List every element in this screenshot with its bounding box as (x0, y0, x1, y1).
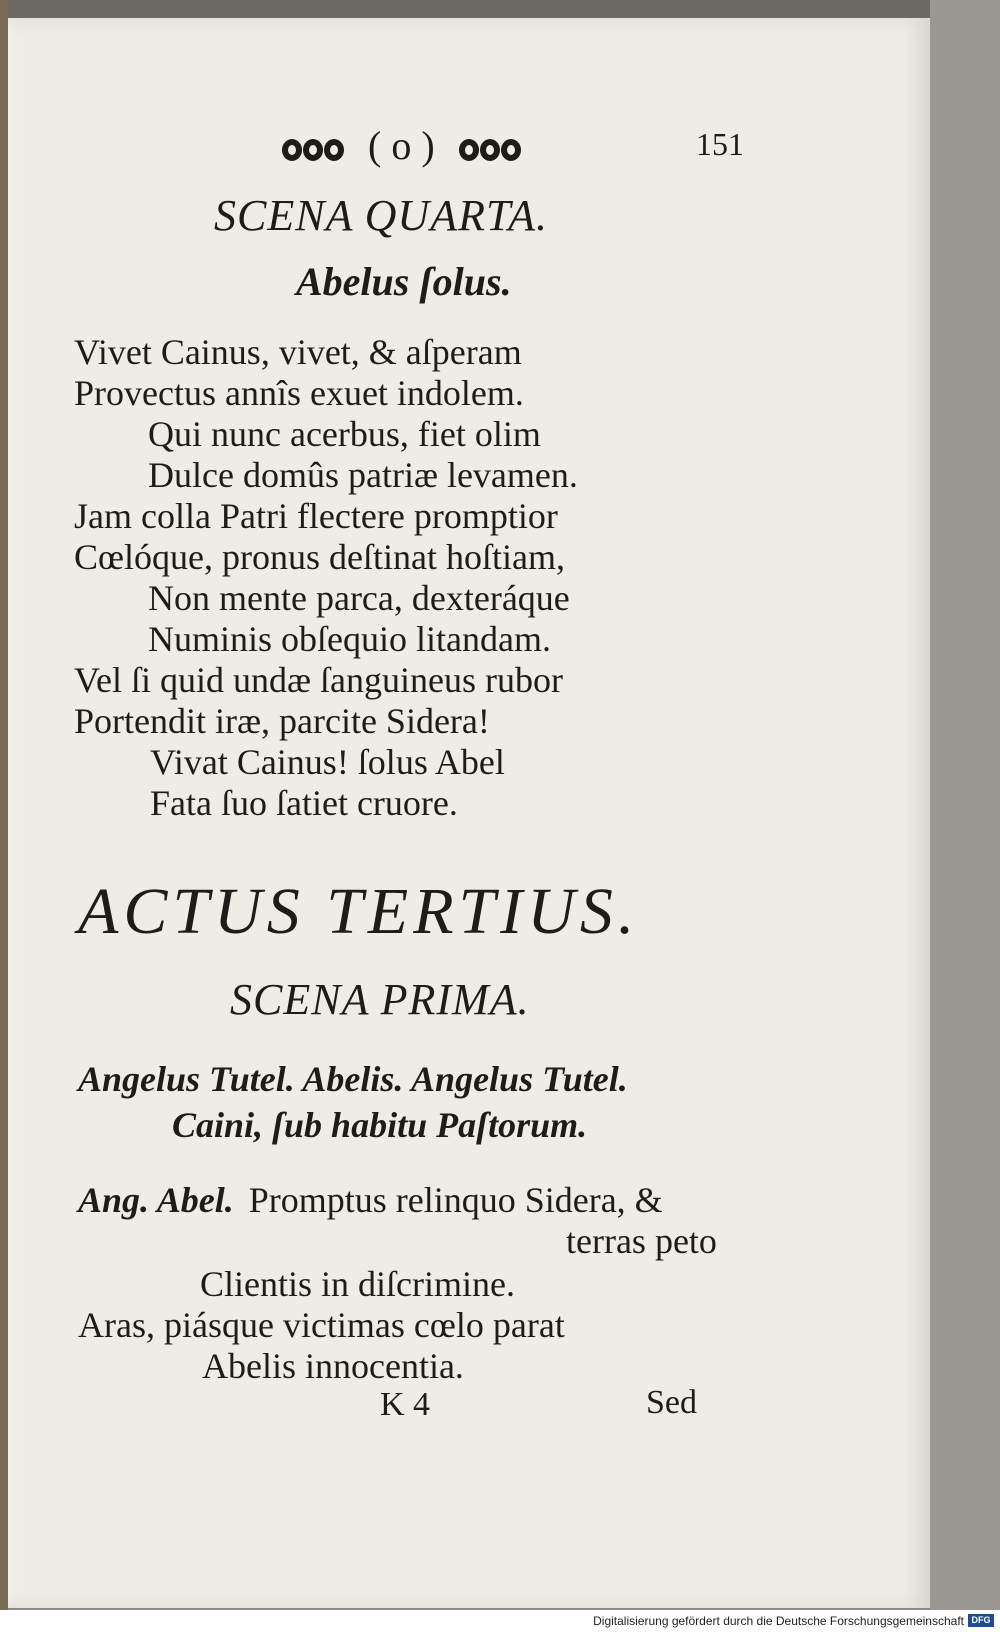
digitization-footer (0, 1610, 1000, 1632)
verse-line: Non mente parca, dexteráque (148, 578, 570, 618)
verse-line: Numinis obſequio litandam. (148, 619, 551, 659)
dramatis-personae-line: Caini, ſub habitu Paſtorum. (172, 1105, 588, 1145)
left-fleuron-icon (280, 136, 346, 164)
right-fleuron-icon (457, 136, 523, 164)
speech-text: Promptus relinquo Sidera, & (248, 1180, 663, 1220)
book-page (0, 18, 930, 1608)
header-center-mark: ( o ) (368, 123, 435, 168)
speech-line: Abelis innocentia. (202, 1346, 464, 1386)
scene-title: SCENA PRIMA. (230, 975, 530, 1024)
catchword: Sed (646, 1384, 697, 1421)
scan-right-border (930, 0, 1000, 1610)
speech-line (78, 1180, 663, 1221)
verse-line: Portendit iræ, parcite Sidera! (74, 701, 490, 741)
scan-top-border (0, 0, 1000, 18)
verse-line: Cœlóque, pronus deſtinat hoſtiam, (74, 537, 565, 577)
speech-line: Clientis in diſcrimine. (200, 1264, 515, 1304)
verse-line: Vivet Cainus, vivet, & aſperam (74, 332, 522, 372)
page-number: 151 (696, 126, 744, 162)
verse-line: Vel ſi quid undæ ſanguineus rubor (74, 660, 563, 700)
speech-line: Aras, piásque victimas cœlo parat (78, 1305, 565, 1345)
digitization-credit: Digitalisierung gefördert durch die Deutsche Forschungsgemeinschaft (593, 1614, 964, 1628)
scene-title: SCENA QUARTA. (214, 191, 549, 240)
page-header-ornament (280, 122, 523, 169)
dfg-logo: DFG (968, 1614, 994, 1627)
act-title: ACTUS TERTIUS. (78, 875, 640, 948)
book-spine-edge (0, 0, 8, 1632)
verse-line: Jam colla Patri flectere promptior (74, 496, 558, 536)
verse-line: Vivat Cainus! ſolus Abel (150, 742, 505, 782)
verse-line: Qui nunc acerbus, fiet olim (148, 414, 541, 454)
speaker-label: Ang. Abel. (78, 1180, 234, 1220)
signature-mark: K 4 (380, 1386, 431, 1423)
verse-line: Fata ſuo ſatiet cruore. (150, 783, 458, 823)
speech-line: terras peto (566, 1221, 717, 1261)
dramatis-personae-line: Angelus Tutel. Abelis. Angelus Tutel. (78, 1059, 628, 1099)
verse-line: Dulce domûs patriæ levamen. (148, 455, 578, 495)
verse-line: Provectus annîs exuet indolem. (74, 373, 524, 413)
scene-speaker: Abelus ſolus. (296, 259, 512, 304)
